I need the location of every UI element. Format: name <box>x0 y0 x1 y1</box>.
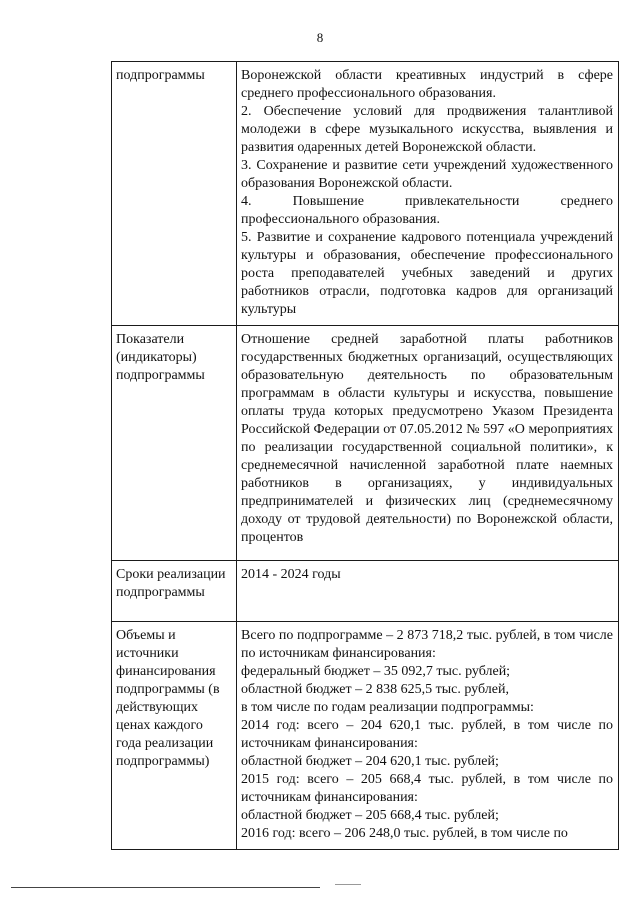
row-label: подпрограммы <box>112 62 237 326</box>
content-paragraph: 2. Обеспечение условий для продвижения талантливой молодежи в сфере музыкального искусства, выявления и развития одаренных детей Воронежской области. <box>241 104 613 155</box>
content-paragraph: 2014 год: всего – 204 620,1 тыс. рублей, в том числе по источникам финансирования: <box>241 718 613 751</box>
content-paragraph: областной бюджет – 2 838 625,5 тыс. рублей, <box>241 682 509 697</box>
row-content <box>237 622 619 850</box>
page-number: 8 <box>316 30 324 45</box>
passport-table <box>111 61 619 850</box>
row-content <box>237 62 619 326</box>
table-row-financing <box>112 622 619 850</box>
content-paragraph: 4. Повышение привлекательности среднего профессионального образования. <box>241 194 613 227</box>
content-paragraph: Отношение средней заработной платы работников государственных бюджетных организаций, осуществляющих образовательную деятельность по образовательным программам в области культуры и искусства, повышение оплаты труда которых предусмотрено Указом Президента Российской Федерации от 07.05.2012 № 597 «О мероприятиях по реализации государственной социальной политики», к среднемесячной начисленной заработной плате наемных работников в организациях, у индивидуальных предпринимателей и физических лиц (среднемесячному доходу от трудовой деятельности) по Воронежской области, процентов <box>241 332 613 545</box>
footer-mark <box>335 884 361 885</box>
row-label: Объемы и источники финансирования подпрограммы (в действующих ценах каждого года реализации подпрограммы) <box>112 622 237 850</box>
content-paragraph: 5. Развитие и сохранение кадрового потенциала учреждений культуры и образования, обеспечение профессионального роста преподавателей учебных заведений и других работников отрасли, подготовка кадров для организаций культуры <box>241 230 613 317</box>
table-row-terms <box>112 561 619 622</box>
row-content <box>237 561 619 622</box>
content-paragraph: федеральный бюджет – 35 092,7 тыс. рублей; <box>241 664 511 679</box>
row-label: Показатели (индикаторы) подпрограммы <box>112 326 237 561</box>
row-content <box>237 326 619 561</box>
content-paragraph: в том числе по годам реализации подпрограммы: <box>241 700 534 715</box>
content-paragraph: областной бюджет – 205 668,4 тыс. рублей; <box>241 808 499 823</box>
content-paragraph: Всего по подпрограмме – 2 873 718,2 тыс. рублей, в том числе по источникам финансирования: <box>241 628 613 661</box>
row-label: Сроки реализации подпрограммы <box>112 561 237 622</box>
content-paragraph: 2014 - 2024 годы <box>241 567 341 582</box>
content-paragraph: 2015 год: всего – 205 668,4 тыс. рублей, в том числе по источникам финансирования: <box>241 772 613 805</box>
content-paragraph: 3. Сохранение и развитие сети учреждений художественного образования Воронежской области. <box>241 158 613 191</box>
content-paragraph: областной бюджет – 204 620,1 тыс. рублей; <box>241 754 499 769</box>
content-paragraph: Воронежской области креативных индустрий в сфере среднего профессионального образования. <box>241 68 613 101</box>
footer-rule <box>11 887 320 888</box>
table-row-goals <box>112 62 619 326</box>
content-paragraph: 2016 год: всего – 206 248,0 тыс. рублей, в том числе по <box>241 826 568 841</box>
table-row-indicators <box>112 326 619 561</box>
